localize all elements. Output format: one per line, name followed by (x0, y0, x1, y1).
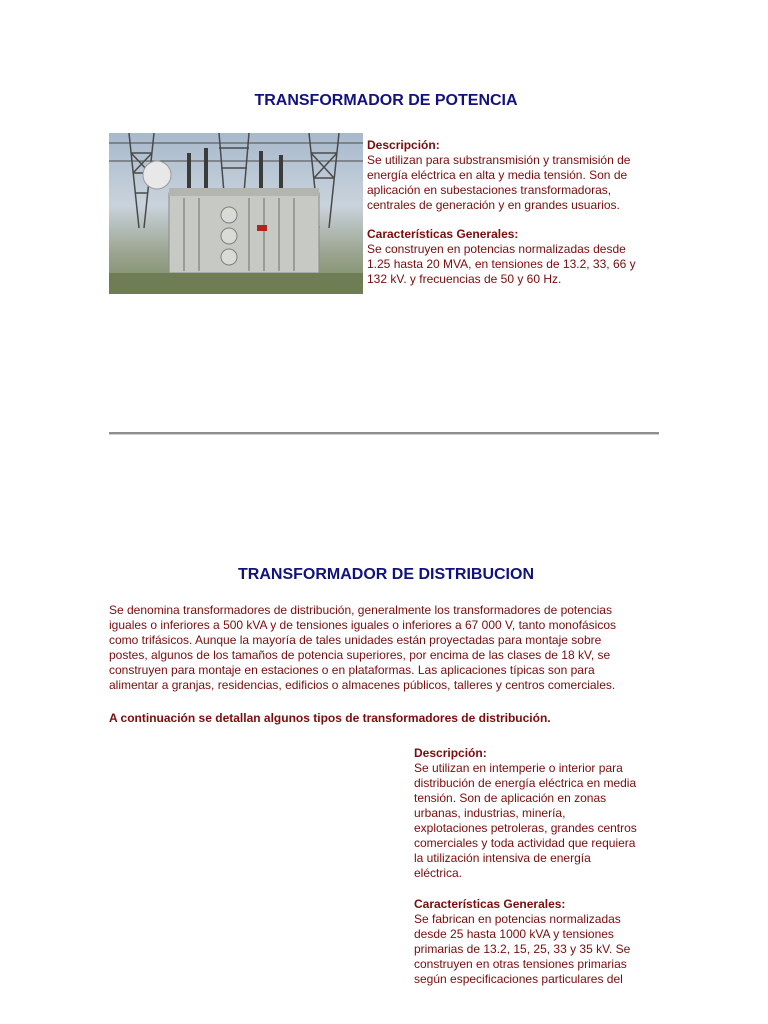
features-line: 1.25 hasta 20 MVA, en tensiones de 13.2, 33, 66 y (367, 257, 636, 271)
distribucion-intro: A continuación se detallan algunos tipos de transformadores de distribución. (109, 711, 551, 725)
description-line: explotaciones petroleras, grandes centros (414, 821, 637, 835)
features-line: construyen en otras tensiones primarias (414, 957, 627, 971)
description-line: centrales de generación y en grandes usuarios. (367, 198, 620, 212)
features-line: 132 kV. y frecuencias de 50 y 60 Hz. (367, 272, 562, 286)
horizontal-divider (109, 432, 659, 435)
description-label: Descripción: (414, 746, 487, 760)
power-transformer-illustration (109, 133, 363, 294)
description-line: urbanas, industrias, minería, (414, 806, 566, 820)
features-line: primarias de 13.2, 15, 25, 33 y 35 kV. Se (414, 942, 631, 956)
description-line: energía eléctrica en alta y media tensión. Son de (367, 168, 628, 182)
description-line: eléctrica. (414, 866, 463, 880)
paragraph-line: postes, algunos de los tamaños de potencia superiores, por encima de las clases de 18 kV, se (109, 648, 611, 662)
features-line: Se fabrican en potencias normalizadas (414, 912, 621, 926)
paragraph-line: Se denomina transformadores de distribución, generalmente los transformadores de potencias (109, 603, 612, 617)
features-line: según especificaciones particulares del (414, 972, 623, 986)
distribucion-paragraph (109, 603, 664, 693)
paragraph-line: construyen para montaje en estaciones o en plataformas. Las aplicaciones típicas son para (109, 663, 595, 677)
distribucion-features (414, 897, 664, 987)
power-transformer-photo (109, 133, 363, 294)
description-label: Descripción: (367, 138, 440, 152)
description-line: comerciales y toda actividad que requiera (414, 836, 636, 850)
paragraph-line: alimentar a granjas, residencias, edificios o almacenes públicos, talleres y centros comerciales. (109, 678, 616, 692)
description-line: la utilización intensiva de energía (414, 851, 591, 865)
features-label: Características Generales: (367, 227, 519, 241)
section-title-distribucion: TRANSFORMADOR DE DISTRIBUCION (238, 566, 534, 583)
description-line: tensión. Son de aplicación en zonas (414, 791, 607, 805)
features-line: desde 25 hasta 1000 kVA y tensiones (414, 927, 614, 941)
description-line: distribución de energía eléctrica en media (414, 776, 637, 790)
description-line: Se utilizan para substransmisión y transmisión de (367, 153, 631, 167)
paragraph-line: iguales o inferiores a 500 kVA y de tensiones iguales o inferiores a 67 000 V, tanto monofásicos (109, 618, 616, 632)
features-label: Características Generales: (414, 897, 566, 911)
potencia-description (367, 138, 667, 213)
paragraph-line: como trifásicos. Aunque la mayoría de tales unidades están proyectadas para montaje sobre (109, 633, 602, 647)
features-line: Se construyen en potencias normalizadas desde (367, 242, 626, 256)
distribucion-description (414, 746, 664, 881)
section-title-potencia: TRANSFORMADOR DE POTENCIA (254, 92, 518, 109)
potencia-features (367, 227, 667, 287)
description-line: Se utilizan en intemperie o interior para (414, 761, 623, 775)
description-line: aplicación en subestaciones transformadoras, (367, 183, 612, 197)
